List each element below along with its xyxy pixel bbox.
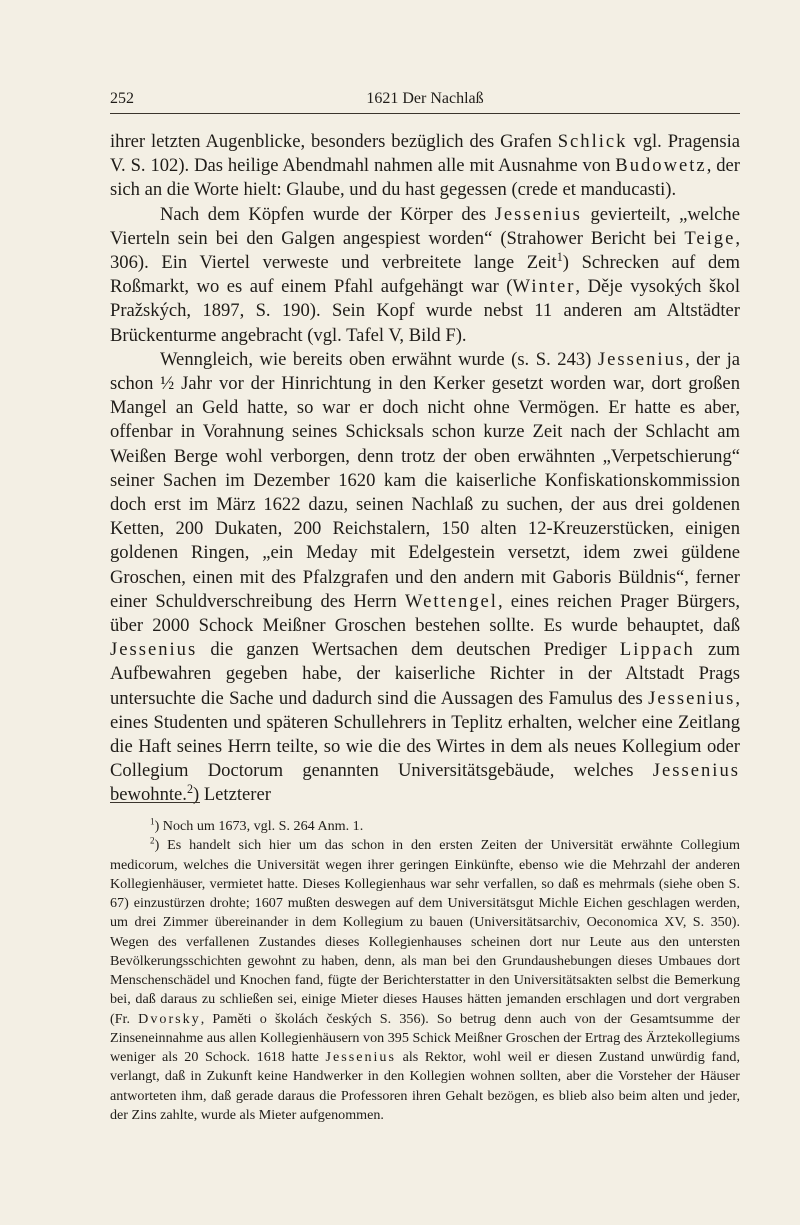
spaced-name: Jessenius: [494, 203, 582, 225]
footnote-ref: 1: [556, 249, 563, 264]
text-run: zum Aufbewahren gegeben habe, der kaiserliche Richter in der Altstadt Prags untersuchte die Sache und dadurch sind die Aussagen des Famulus des: [110, 639, 740, 709]
footnote-mark: 1: [150, 816, 155, 827]
text-run: bewohnte.: [110, 784, 187, 806]
text-run: ) Letzterer: [192, 784, 271, 806]
spaced-name: Jessenius: [597, 348, 686, 370]
spaced-name: Budowetz: [615, 155, 707, 177]
text-run: , 306). Ein Viertel verweste und verbreitete lange Zeit: [110, 227, 740, 274]
text-run: , eines reichen Prager Bürgers, über 2000 Schock Meißner Groschen bestehen sollte. Es wurde behauptet, daß: [110, 590, 740, 637]
text-run: , Děje vysokých škol Pražských, 1897, S. 190). Sein Kopf wurde nebst 11 anderen am Altstädter Brückenturme angebracht (vgl. Tafel V, Bild F).: [110, 276, 740, 346]
page-number: 252: [110, 90, 134, 107]
spaced-name: Lippach: [619, 639, 695, 661]
text-run: ihrer letzten Augenblicke, besonders bezüglich des Grafen: [110, 131, 558, 152]
footnote-rule: [110, 802, 200, 803]
text-run: die ganzen Wertsachen dem deutschen Prediger: [197, 639, 620, 661]
text-run: Nach dem Köpfen wurde der Körper des: [160, 203, 495, 225]
footnote-1: [110, 817, 740, 836]
spaced-name: Teige: [684, 227, 736, 249]
text-run: , eines Studenten und späteren Schullehrers in Teplitz erhalten, welcher eine Zeitlang die Haft seines Herrn teilte, so wie die des Wirtes in dem als neues Kollegium oder Collegium Doctorum genannten Universitätsgebäude, welches: [110, 687, 740, 782]
spaced-name: Wettengel: [405, 590, 498, 612]
footnote-text: , Paměti o školách českých S. 356). So betrug denn auch von der Gesamtsumme der Zinseneinnahme aus allen Kollegienhäusern von 395 Schick Meißner Groschen der Ertrag des Ärztekollegiums weniger als 20 Schock. 1618 hatte: [110, 1010, 741, 1065]
paragraph-3: [110, 348, 740, 808]
text-run: vgl. Pragensia V. S. 102). Das heilige Abendmahl nahmen alle mit Ausnahme von: [110, 131, 740, 177]
spaced-name: Jessenius: [648, 687, 736, 709]
spaced-name: Winter: [512, 276, 576, 298]
text-run: ) Schrecken auf dem Roßmarkt, wo es auf einem Pfahl aufgehängt war (: [110, 252, 740, 298]
footnote-text: ) Es handelt sich hier um das schon in den ersten Zeiten der Universität erwähnte Collegium medicorum, welches die Universität wegen ihrer geringen Einkünfte, ebenso wie die Mehrzahl der anderen Kollegienhäuser, vermietet hatte. Dieses Kollegienhaus war sehr verfallen, so daß es mehrmals (siehe oben S. 67) einzustürzen drohte; 1607 mußten deswegen auf dem Universitätsgut Michle Eichen geschlagen werden, um drei Zimmer übereinander in dem Kollegium zu bauen (Universitätsarchiv, Oeconomica XV, S. 350). Wegen des verfallenen Zustandes dieses Kollegienhauses scheinen dort nur Leute aus den untersten Bevölkerungsschichten gewohnt zu haben, denn, als man bei den Grundaushebungen dieses Umbaues dort Menschenschädel und Knochen fand, fügte der Berichterstatter in den Universitätsakten selbst die Bemerkung bei, daß daraus zu schließen sei, einige Mieter dieses Hauses hätten jemanden erschlagen und dort vergraben (Fr.: [110, 837, 740, 1027]
footnote-mark: 2: [150, 835, 155, 846]
text-run: gevierteilt, „welche Vierteln sein bei den Galgen angespiest worden“ (Strahower Bericht bei: [110, 203, 740, 249]
header-rule: [110, 113, 740, 114]
paragraph-2: [110, 203, 740, 348]
footnote-text: als Rektor, wohl weil er diesen Zustand unwürdig fand, verlangt, daß in Zukunft keine Handwerker in den Kollegien wohnen sollten, aber die Vorsteher der Häuser antworteten ihm, daß gerade daraus die Professoren ihren Gehalt bezögen, es blieb also beim alten und jeder, der Zins zahlte, wurde als Mieter aufgenommen.: [110, 1049, 740, 1123]
text-run: Wenngleich, wie bereits oben erwähnt wurde (s. S. 243): [160, 348, 598, 370]
spaced-name: Jessenius: [110, 639, 198, 661]
footnote-text: ) Noch um 1673, vgl. S. 264 Anm. 1.: [154, 818, 364, 834]
spaced-name: Dvorsky: [138, 1010, 201, 1027]
text-run: , der sich an die Worte hielt: Glaube, und du hast gegessen (crede et manducasti).: [110, 155, 740, 201]
footnotes: [110, 817, 740, 1125]
footnote-ref: 2: [186, 782, 193, 797]
footnote-2: [110, 836, 740, 1125]
spaced-name: Schlick: [557, 131, 628, 152]
text-run: , der ja schon ½ Jahr vor der Hinrichtung in den Kerker gesetzt worden war, dort großen Mangel an Geld hatte, so war er doch nicht ohne Vermögen. Er hatte es aber, offenbar in Vorahnung seines Schicksals schon kurze Zeit nach der Schlacht am Weißen Berge wohl verborgen, denn trotz der oben erwähnten „Verpetschierung“ seiner Sachen im Dezember 1620 kam die kaiserliche Konfiskationskommission doch erst im März 1622 dazu, seinen Nachlaß zu suchen, der aus drei goldenen Ketten, 200 Dukaten, 200 Reichstalern, 150 alten 12-Kreuzerstücken, einigen goldenen Ringen, „ein Meday mit Edelgestein versetzt, idem zwei güldene Groschen, einen mit des Pfalzgrafen und den andern mit Gaboris Büldnis“, ferner einer Schuldverschreibung des Herrn: [110, 348, 740, 612]
spaced-name: Jessenius: [652, 760, 740, 782]
paragraph-1: [110, 130, 740, 203]
running-title: 1621 Der Nachlaß: [366, 90, 484, 107]
main-text: [110, 130, 740, 808]
spaced-name: Jessenius: [325, 1049, 396, 1065]
